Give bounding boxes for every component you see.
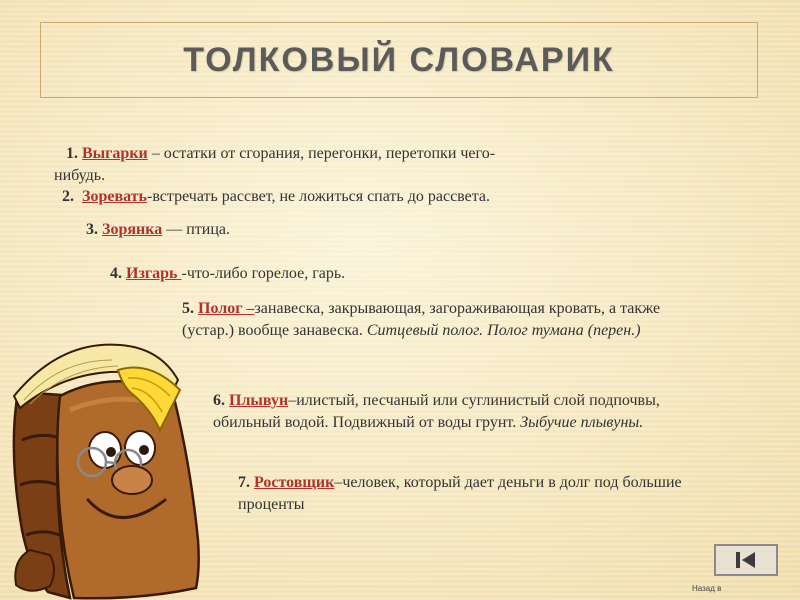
entry-term[interactable]: Зорянка	[102, 221, 163, 238]
entry-number: 3.	[86, 221, 98, 238]
dictionary-entry-3	[86, 219, 586, 241]
page-title: ТОЛКОВЫЙ СЛОВАРИК	[183, 40, 615, 79]
dictionary-entry-5	[182, 298, 702, 342]
entry-definition: -встречать рассвет, не ложиться спать до рассвета.	[147, 188, 491, 205]
entry-definition: -что-либо горелое, гарь.	[181, 265, 346, 282]
entry-example: Ситцевый полог. Полог тумана (перен.)	[366, 322, 641, 339]
skip-back-icon	[731, 549, 761, 571]
entry-term[interactable]: Полог –	[198, 300, 255, 317]
entry-number: 2.	[62, 188, 74, 205]
dictionary-entry-7	[238, 472, 698, 516]
dictionary-entry-4	[110, 263, 610, 285]
title-frame	[40, 22, 758, 98]
entry-definition: – остатки от сгорания, перегонки, перетопки чего-	[147, 145, 496, 162]
entry-number: 5.	[182, 300, 194, 317]
entry-term[interactable]: Зоревать	[82, 188, 147, 205]
entry-number: 4.	[110, 265, 122, 282]
entry-term[interactable]: Выгарки	[82, 145, 148, 162]
entry-term[interactable]: Изгарь	[126, 265, 182, 282]
entry-definition: –илистый, песчаный или суглинистый слой подпочвы, обильный водой. Подвижный от воды грунт.	[213, 392, 660, 431]
dictionary-entry-6	[213, 390, 693, 434]
entry-number: 7.	[238, 474, 250, 491]
back-nav-button[interactable]	[714, 544, 778, 576]
dictionary-entry-1	[54, 143, 674, 187]
back-nav-label[interactable]: Назад в	[692, 584, 722, 593]
entry-definition: — птица.	[162, 221, 230, 238]
entry-definition: –человек, который дает деньги в долг под большие проценты	[238, 474, 682, 513]
entry-definition: занавеска, закрывающая, загораживающая кровать, а также (устар.) вообще занавеска.	[182, 300, 661, 339]
cartoon-book-illustration	[0, 300, 215, 600]
entry-number: 6.	[213, 392, 225, 409]
entry-definition-cont: нибудь.	[54, 167, 106, 184]
entry-number: 1.	[66, 145, 78, 162]
entry-example: Зыбучие плывуны.	[520, 414, 644, 431]
dictionary-entry-2	[62, 186, 682, 208]
entry-term[interactable]: Ростовщик	[254, 474, 335, 491]
entry-term[interactable]: Плывун	[229, 392, 289, 409]
